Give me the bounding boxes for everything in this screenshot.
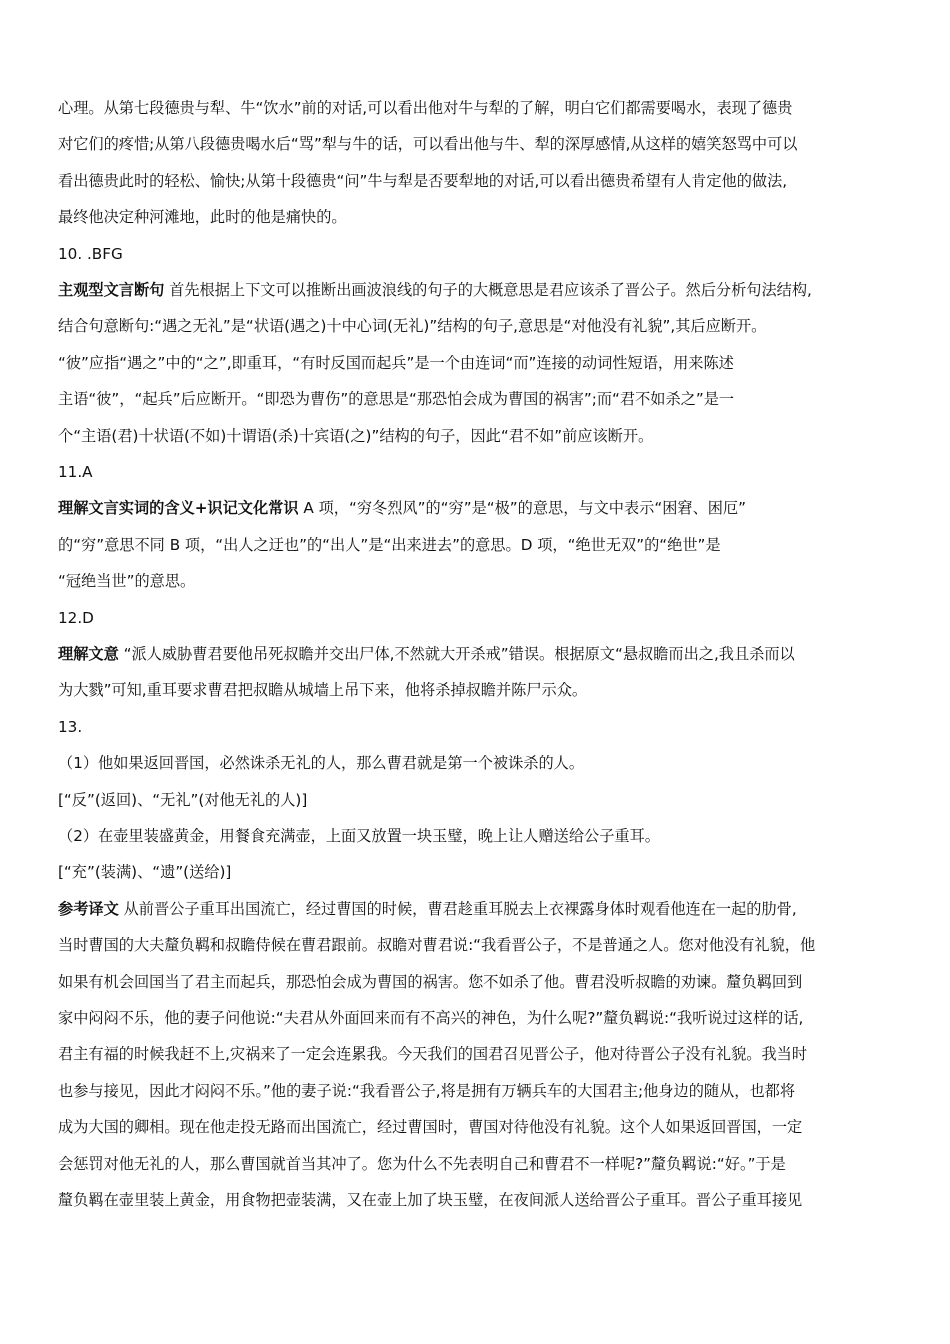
text-line	[58, 898, 797, 920]
text-line: 对它们的疼惜;从第八段德贵喝水后“骂”犁与牛的话，可以看出他与牛、犁的深厚感情,从这样的嬉笑怒骂中可以	[58, 135, 798, 154]
section-label: 主观型文言断句	[58, 281, 165, 299]
text-line: 主语“彼”，“起兵”后应断开。“即恐为曹伤”的意思是“那恐怕会成为曹国的祸害”;而“君不如杀之”是一	[58, 390, 735, 409]
text-line: 成为大国的卿相。现在他走投无路而出国流亡，经过曹国时，曹国对待他没有礼貌。这个人如果返回晋国，一定	[58, 1118, 803, 1137]
text-line: 家中闷闷不乐，他的妻子问他说:“夫君从外面回来而有不高兴的神色，为什么呢?”釐负羁说:“我听说过这样的话,	[58, 1009, 804, 1027]
section-text: A 项，“穷冬烈风”的“穷”是“极”的意思，与文中表示“困窘、困厄”	[298, 499, 747, 518]
text-line: [“充”(装满)、“遗”(送给)]	[58, 863, 232, 882]
text-line: 釐负羁在壶里装上黄金，用食物把壶装满，又在壶上加了块玉璧，在夜间派人送给晋公子重耳。晋公子重耳接见	[58, 1191, 803, 1209]
section-label: 参考译文	[58, 899, 119, 918]
text-line: 13.	[58, 717, 83, 736]
text-line: （1）他如果返回晋国，必然诛杀无礼的人，那么曹君就是第一个被诛杀的人。	[58, 754, 585, 773]
text-line: [“反”(返回)、“无礼”(对他无礼的人)]	[58, 790, 308, 809]
section-text: 首先根据上下文可以推断出画波浪线的句子的大概意思是君应该杀了晋公子。然后分析句法结构,	[164, 281, 812, 299]
section-label: 理解文言实词的含义+识记文化常识	[58, 499, 299, 518]
text-line	[58, 497, 746, 519]
text-line: 如果有机会回国当了君主而起兵，那恐怕会成为曹国的祸害。您不如杀了他。曹君没听叔瞻的劝谏。釐负羁回到	[58, 972, 803, 991]
text-line: 10. .BFG	[58, 244, 123, 263]
text-line: 也参与接见，因此才闷闷不乐。”他的妻子说:“我看晋公子,将是拥有万辆兵车的大国君主;他身边的随从，也都将	[58, 1081, 796, 1100]
text-line: 当时曹国的大夫釐负羁和叔瞻侍候在曹君跟前。叔瞻对曹君说:“我看晋公子，不是普通之人。您对他没有礼貌，他	[58, 936, 816, 955]
text-line: 看出德贵此时的轻松、愉快;从第十段德贵“问”牛与犁是否要犁地的对话,可以看出德贵希望有人肯定他的做法,	[58, 171, 788, 190]
text-line: 的“穷”意思不同 B 项，“出人之迂也”的“出人”是“出来进去”的意思。D 项，“绝世无双”的“绝世”是	[58, 535, 721, 554]
text-line: 为大戮”可知,重耳要求曹君把叔瞻从城墙上吊下来，他将杀掉叔瞻并陈尸示众。	[58, 681, 588, 700]
text-line: 12.D	[58, 608, 94, 627]
text-line: “冠绝当世”的意思。	[58, 572, 196, 591]
text-line: “彼”应指“遇之”中的“之”,即重耳，“有时反国而起兵”是一个由连词“而”连接的动词性短语，用来陈述	[58, 353, 734, 372]
text-line: （2）在壶里装盛黄金，用餐食充满壶，上面又放置一块玉璧，晚上让人赠送给公子重耳。	[58, 827, 660, 845]
text-line: 会惩罚对他无礼的人，那么曹国就首当其冲了。您为什么不先表明自己和曹君不一样呢?”釐负羁说:“好。”于是	[58, 1154, 786, 1173]
text-line: 11.A	[58, 463, 93, 481]
text-line	[58, 279, 812, 301]
text-line: 最终他决定种河滩地，此时的他是痛快的。	[58, 208, 347, 227]
section-label: 理解文意	[58, 645, 119, 663]
text-line	[58, 643, 795, 665]
text-line: 心理。从第七段德贵与犁、牛“饮水”前的对话,可以看出他对牛与犁的了解，明白它们都需要喝水，表现了德贵	[58, 99, 793, 117]
text-line: 个“主语(君)十状语(不如)十谓语(杀)十宾语(之)”结构的句子，因此“君不如”前应该断开。	[58, 426, 654, 445]
section-text: 从前晋公子重耳出国流亡，经过曹国的时候，曹君趁重耳脱去上衣裸露身体时观看他连在一起的肋骨,	[118, 899, 797, 918]
section-text: “派人威胁曹君要他吊死叔瞻并交出尸体,不然就大开杀戒”错误。根据原文“悬叔瞻而出之,我且杀而以	[118, 645, 795, 663]
text-line: 结合句意断句:“遇之无礼”是“状语(遇之)十中心词(无礼)”结构的句子,意思是“对他没有礼貌”,其后应断开。	[58, 317, 767, 336]
text-line: 君主有福的时候我赶不上,灾祸来了一定会连累我。今天我们的国君召见晋公子，他对待晋公子没有礼貌。我当时	[58, 1045, 808, 1064]
